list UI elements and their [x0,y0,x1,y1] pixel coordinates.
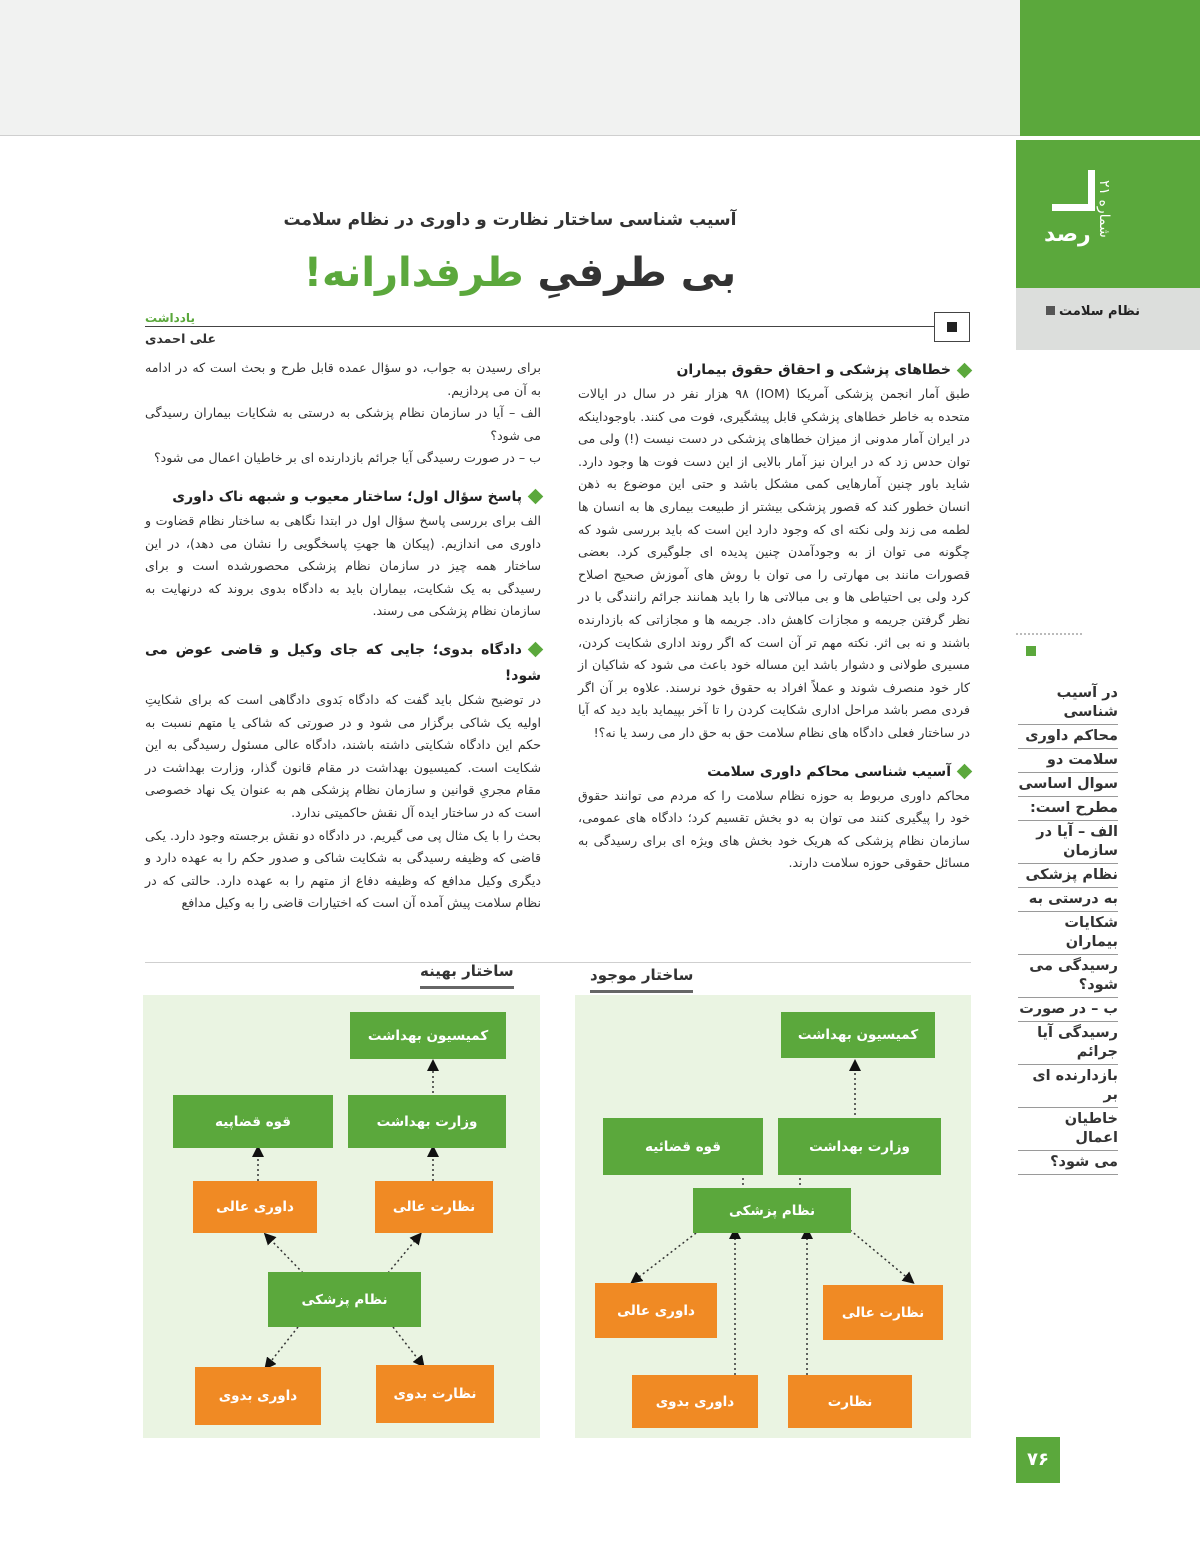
category-square-icon [1046,306,1055,315]
pull-quote-line: در آسیب شناسی [1018,682,1118,725]
pull-quote-line: سلامت دو [1018,749,1118,773]
author-name: علی احمدی [145,331,216,346]
title-part-dark: بی طرفیِ [523,250,737,296]
magazine-badge [1016,140,1200,288]
diagram-divider [145,962,971,963]
diamond-bullet-icon [957,764,973,780]
pull-quote-line: می شود؟ [1018,1151,1118,1175]
node-high-arbitration: داوری عالی [193,1181,317,1233]
diamond-bullet-icon [957,362,973,378]
node-high-oversight: نظارت عالی [823,1285,943,1340]
pull-quote-line: رسیدگی آیا جرائم [1018,1022,1118,1065]
dotted-arrow [393,1327,421,1363]
dotted-arrow [268,1327,298,1365]
pull-quote-line: رسیدگی می شود؟ [1018,955,1118,998]
heading-text: دادگاه بدوی؛ جایی که جای وکیل و قاضی عوض می شود! [145,641,541,684]
pull-quote-line: ب – در صورت [1018,998,1118,1022]
node-ministry: وزارت بهداشت [778,1118,941,1175]
node-high-oversight: نظارت عالی [375,1181,493,1233]
pull-quote-line: شکایات بیماران [1018,912,1118,955]
pull-quote-line: الف – آیا در سازمان [1018,821,1118,864]
text-column-left [145,357,541,915]
category-bar [1016,288,1200,350]
heading-text: پاسخ سؤال اول؛ ساختار معیوب و شبهه ناک داوری [172,488,522,505]
article-kicker: آسیب شناسی ساختار نظارت و داوری در نظام سلامت [283,210,737,230]
node-medical-council: نظام پزشکی [693,1188,851,1233]
dotted-arrow [268,1237,303,1273]
magazine-logo-mark [1052,170,1095,211]
node-medical-council: نظام پزشکی [268,1272,421,1327]
diamond-bullet-icon [528,642,544,658]
top-divider [0,135,1020,136]
top-banner [0,0,1020,136]
paragraph: بحث را با یک مثال پی می گیریم. در دادگاه دو نقش برجسته وجود دارد. یکی قاضی که وظیفه رسیدگی به شکایت شاکی و صدور حکم را به عهده دارد و دیگری وکیل مدافع که وظیفه دفاع از متهم را به عهده دارد. حالتی که در نظام سلامت پیش آمده آن است که اختیارات قاضی را به وکیل مدافع [145,827,541,911]
title-rule-marker [934,312,970,342]
node-oversight: نظارت [788,1375,912,1428]
magazine-logo: رصد [1044,222,1091,247]
section-heading [578,357,970,383]
category-label [1030,304,1140,319]
article-title [260,250,780,296]
node-primary-arbitration: داوری بدوی [195,1367,321,1425]
node-primary-arbitration: داوری بدوی [632,1375,758,1428]
pull-quote-line: بازدارنده ای بر [1018,1065,1118,1108]
pull-quote-line: سوال اساسی [1018,773,1118,797]
pull-quote-line: محاکم داوری [1018,725,1118,749]
diamond-bullet-icon [528,489,544,505]
title-part-green: طرفدارانه! [303,250,524,296]
diagram-existing [575,995,971,1438]
node-commission: کمیسیون بهداشت [350,1012,506,1059]
node-commission: کمیسیون بهداشت [781,1012,935,1058]
pull-quote-line: نظام پزشکی [1018,864,1118,888]
node-judiciary: قوه قضاپیه [173,1095,333,1148]
node-judiciary: قوه قضائیه [603,1118,763,1175]
category-text: نظام سلامت [1059,304,1140,319]
section-heading [145,484,541,510]
section-heading [578,759,970,785]
note-label: یادداشت [145,311,195,325]
pull-quote-line: مطرح است: [1018,797,1118,821]
diagram-optimal [143,995,540,1438]
paragraph: ب – در صورت رسیدگی آیا جرائم بازدارنده ای بر خاطیان اعمال می شود؟ [153,450,541,466]
paragraph: طبق آمار انجمن پزشکی آمریکا (IOM) ۹۸ هزار نفر در سال در ایالات متحده به خاطر خطاهای پزشکیِ قابل پیشگیری، فوت می کنند. باوجوداینکه در ایران آمار مدونی از میزان خطاهای پزشکی در دست نیست (!) ولی می توان حدس زد که در ایران نیز آمار بالایی از این دست فوت ها وجود دارد. شاید باور چنین آمارهایی کمی مشکل باشد و حتی این موضوع به ذهن انسان خطور کند که قصور پزشکی بیشتر از طبیعت بیماری ها به انسان ها لطمه می زند ولی نکته ای که وجود دارد این است که باید بررسی شود که چگونه می توان از به وجودآمدن چنین پدیده ای جلوگیری کرد. بعضی قصورات مانند بی مهارتی را می توان با روش های آموزش صحیح اصلاح کرد ولی بی احتیاطی ها و بی مبالاتی ها را باید همانند جرائم رانندگی با در نظر گرفتن جریمه و مجازات کاهش داد. جریمه ها و مجازاتی که بازدارنده باشند و نه بی اثر. نکته مهم تر آن است که اگر روند اداری شکایت کردن، مسیری طولانی و دشوار باشد این مساله خود باعث می شود که شاکیان از کار خود منصرف شوند و عملاً افراد به حقوق خود نرسند. علاوه بر آن اگر فردی مصر باشد مراحل اداری شکایت کردن را تا آخر بپیماید باید دید که آیا در ساختار فعلی دادگاه های نظام سلامت حق به حق دار می رسد یا نه؟! [578,386,970,740]
page-number: ۷۶ [1016,1437,1060,1483]
paragraph: در توضیح شکل باید گفت که دادگاه بَدوی دادگاهی است که برای شکایتِ اولیه یک شاکی برگزار می شود و در صورتی که شاکی یا متهم نسبت به حکم این دادگاه شکایتی داشته باشند، دادگاه عالی مسئول رسیدگی به این شکایت است. کمیسیون بهداشت در مقام قانون گذار، وزارت بهداشت در مقام مجریِ قوانین و سازمان نظام پزشکی هم به عنوان یک نهاد خصوصی است که در ساختار ایده آل نقش حاکمیتی ندارد. [145,691,541,820]
sidebar-divider [1016,633,1082,635]
text-column-right [578,357,970,875]
title-rule [145,326,935,327]
pull-quote-line: به درستی به [1018,888,1118,912]
pull-quote-line: خاطیان اعمال [1018,1108,1118,1151]
paragraph: الف برای بررسی پاسخ سؤال اول در ابتدا نگاهی به ساختار نظام قضاوت و داوری می اندازیم. (پیکان ها جهتِ پاسخگویی را نشان می دهد)، در این ساختار همه چیز در سازمان نظام پزشکی محصورشده است و برای رسیدگی به یک شکایت، بیماران باید به دادگاه بدوی بروند که درنهایت به سازمان نظام پزشکی می رسند. [145,512,541,619]
diagram-title-existing: ساختار موجود [590,966,693,993]
node-high-arbitration: داوری عالی [595,1283,717,1338]
issue-number: شماره ۲۱ [1096,180,1112,238]
section-heading [145,637,541,689]
paragraph: محاکم داوری مربوط به حوزه نظام سلامت را که مردم می توانند حقوق خود را پیگیری کنند می توان به دو بخش تقسیم کرد؛ دادگاه های عمومی، سازمان نظام پزشکی که هریک خود بخش های ویژه ای برای رسیدگی به مسائل حقوقی حوزه سلامت دارند. [578,787,970,871]
top-green-block [1020,0,1200,136]
diagram-title-optimal: ساختار بهینه [420,962,514,989]
dotted-arrow [388,1237,418,1273]
node-ministry: وزارت بهداشت [348,1095,506,1148]
pull-quote [1018,682,1118,1175]
heading-text: آسیب شناسی محاکم داوری سلامت [707,763,951,780]
node-primary-oversight: نظارت بدوی [376,1365,494,1423]
paragraph: برای رسیدن به جواب، دو سؤال عمده قابل طرح و بحث است که در ادامه به آن می پردازیم. [145,360,541,398]
heading-text: خطاهای پزشکی و احقاق حقوق بیماران [676,362,951,378]
paragraph: الف – آیا در سازمان نظام پزشکی به درستی به شکایات بیماران رسیدگی می شود؟ [145,405,541,443]
green-square-icon [1026,646,1036,656]
